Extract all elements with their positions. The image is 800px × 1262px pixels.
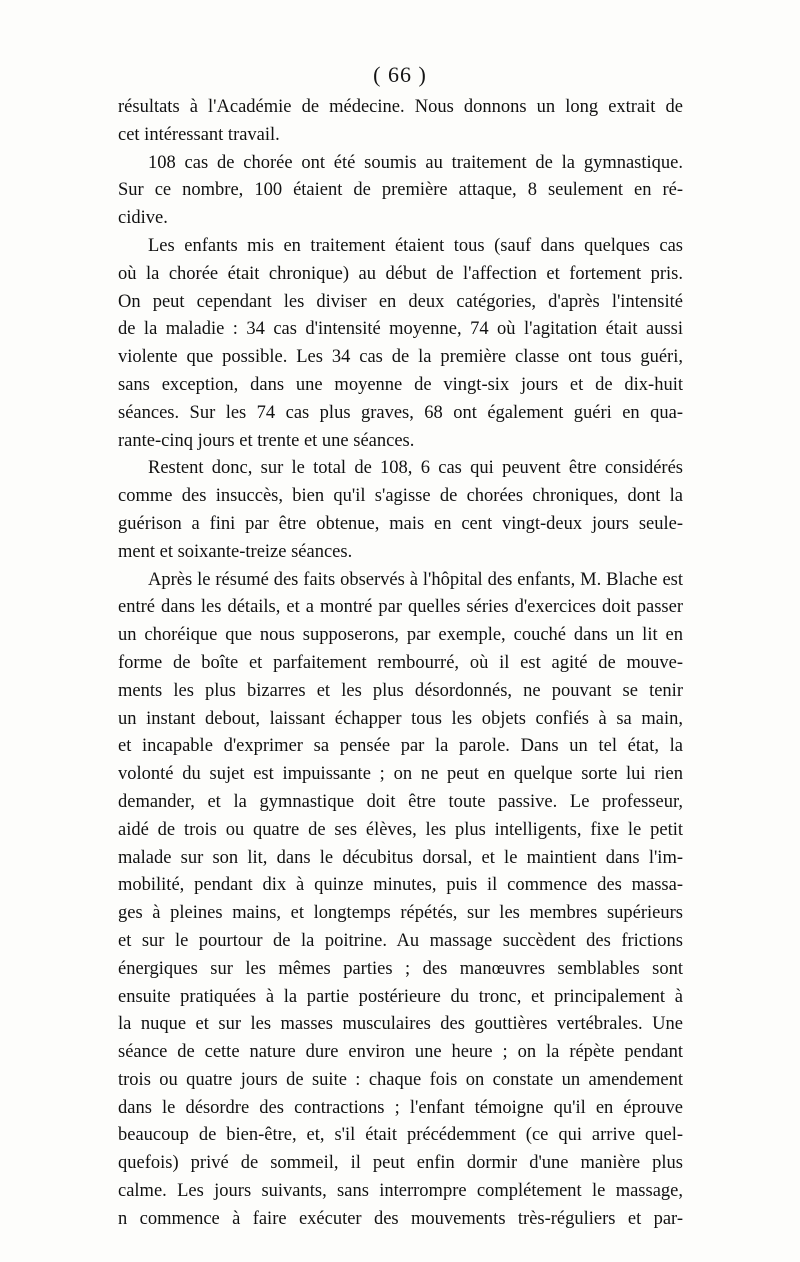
text-line: mobilité, pendant dix à quinze minutes, puis il commence des massa- bbox=[118, 875, 683, 896]
text-line: calme. Les jours suivants, sans interrompre complétement le massage, bbox=[118, 1181, 683, 1202]
text-line: Après le résumé des faits observés à l'hôpital des enfants, M. Blache est bbox=[148, 569, 683, 590]
text-line: rante-cinq jours et trente et une séances. bbox=[118, 430, 415, 451]
body-text bbox=[118, 94, 683, 1234]
text-line: beaucoup de bien-être, et, s'il était précédemment (ce qui arrive quel- bbox=[118, 1125, 683, 1146]
text-line: 108 cas de chorée ont été soumis au traitement de la gymnastique. bbox=[148, 152, 683, 173]
text-line: un choréique que nous supposerons, par exemple, couché dans un lit en bbox=[118, 625, 683, 646]
text-line: quefois) privé de sommeil, il peut enfin dormir d'une manière plus bbox=[118, 1153, 683, 1174]
text-line: entré dans les détails, et a montré par quelles séries d'exercices doit passer bbox=[118, 597, 683, 618]
text-line: volonté du sujet est impuissante ; on ne peut en quelque sorte lui rien bbox=[118, 764, 683, 785]
text-line: trois ou quatre jours de suite : chaque fois on constate un amendement bbox=[118, 1069, 683, 1090]
text-line: un instant debout, laissant échapper tous les objets confiés à sa main, bbox=[118, 708, 683, 729]
text-line: ges à pleines mains, et longtemps répétés, sur les membres supérieurs bbox=[118, 903, 683, 924]
text-line: comme des insuccès, bien qu'il s'agisse de chorées chroniques, dont la bbox=[118, 486, 683, 507]
text-line: demander, et la gymnastique doit être toute passive. Le professeur, bbox=[118, 791, 683, 812]
text-line: Sur ce nombre, 100 étaient de première attaque, 8 seulement en ré- bbox=[118, 180, 683, 201]
text-line: énergiques sur les mêmes parties ; des manœuvres semblables sont bbox=[118, 958, 683, 979]
text-line: aidé de trois ou quatre de ses élèves, les plus intelligents, fixe le petit bbox=[118, 819, 683, 840]
text-line: sans exception, dans une moyenne de vingt-six jours et de dix-huit bbox=[118, 374, 683, 395]
text-line: résultats à l'Académie de médecine. Nous donnons un long extrait de bbox=[118, 97, 683, 117]
text-line: guérison a fini par être obtenue, mais en cent vingt-deux jours seule- bbox=[118, 513, 683, 534]
text-line: violente que possible. Les 34 cas de la première classe ont tous guéri, bbox=[118, 347, 683, 368]
text-line: malade sur son lit, dans le décubitus dorsal, et le maintient dans l'im- bbox=[118, 847, 683, 868]
text-line: cet intéressant travail. bbox=[118, 124, 280, 145]
text-line: séances. Sur les 74 cas plus graves, 68 ont également guéri en qua- bbox=[118, 402, 683, 423]
text-line: et incapable d'exprimer sa pensée par la parole. Dans un tel état, la bbox=[118, 736, 683, 757]
text-line: et sur le pourtour de la poitrine. Au massage succèdent des frictions bbox=[118, 930, 683, 951]
text-line: où la chorée était chronique) au début de l'affection et fortement pris. bbox=[118, 263, 683, 284]
text-line: n commence à faire exécuter des mouvements très-réguliers et par- bbox=[118, 1208, 683, 1229]
page-number: ( 66 ) bbox=[373, 62, 427, 87]
text-line: ments les plus bizarres et les plus désordonnés, ne pouvant se tenir bbox=[118, 680, 683, 701]
text-line: la nuque et sur les masses musculaires des gouttières vertébrales. Une bbox=[118, 1014, 683, 1035]
text-line: ensuite pratiquées à la partie postérieure du tronc, et principalement à bbox=[118, 986, 683, 1007]
text-line: dans le désordre des contractions ; l'enfant témoigne qu'il en éprouve bbox=[118, 1097, 683, 1118]
text-line: On peut cependant les diviser en deux catégories, d'après l'intensité bbox=[118, 291, 683, 312]
text-line: cidive. bbox=[118, 208, 168, 229]
text-line: forme de boîte et parfaitement rembourré, où il est agité de mouve- bbox=[118, 652, 683, 673]
text-line: Les enfants mis en traitement étaient tous (sauf dans quelques cas bbox=[148, 235, 683, 256]
text-line: de la maladie : 34 cas d'intensité moyenne, 74 où l'agitation était aussi bbox=[118, 319, 683, 340]
text-line: Restent donc, sur le total de 108, 6 cas qui peuvent être considérés bbox=[148, 458, 683, 479]
text-line: ment et soixante-treize séances. bbox=[118, 541, 353, 562]
text-line: séance de cette nature dure environ une heure ; on la répète pendant bbox=[118, 1042, 683, 1063]
